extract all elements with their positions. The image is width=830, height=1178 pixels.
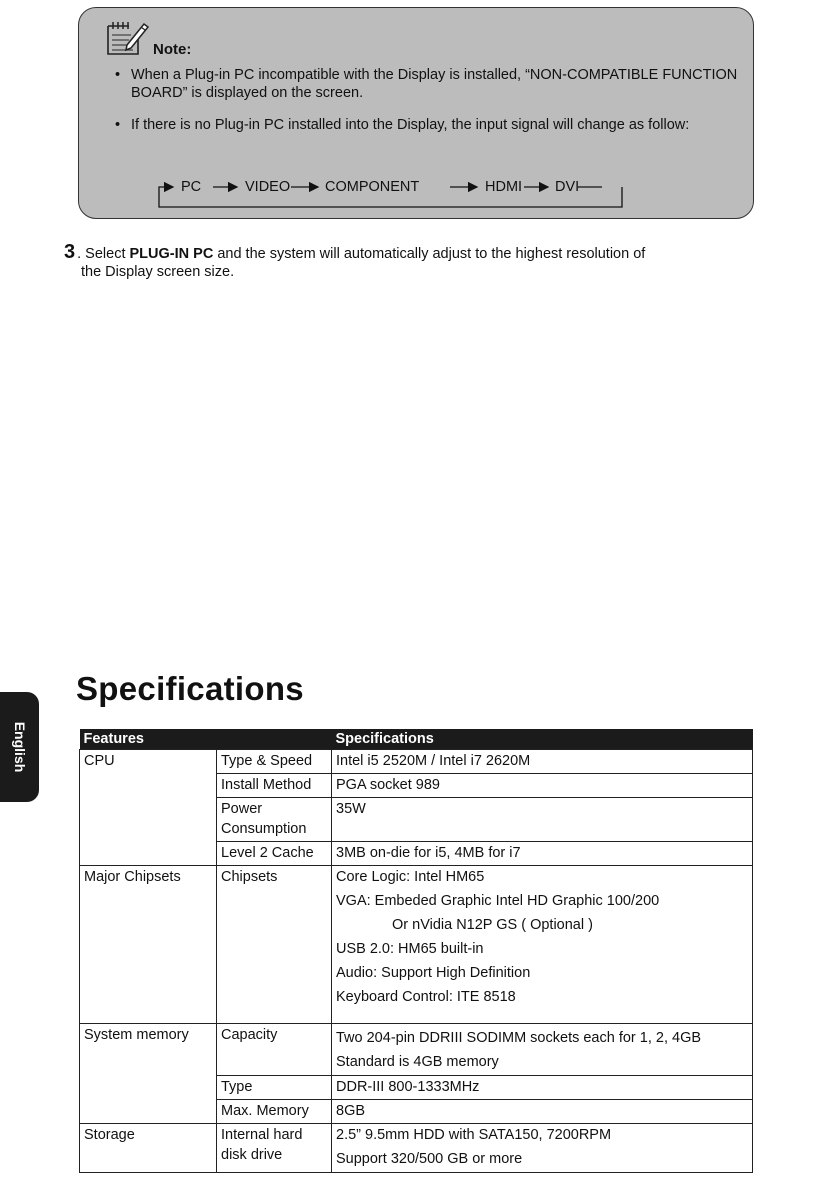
- value-line: Or nVidia N12P GS ( Optional ): [392, 917, 593, 933]
- value-cell: PGA socket 989: [332, 774, 753, 798]
- flow-pc: PC: [181, 179, 202, 195]
- value-line: 2.5” 9.5mm HDD with SATA150, 7200RPM: [336, 1127, 612, 1143]
- sub-cell: Chipsets: [217, 866, 332, 1024]
- value-cell: 35W: [332, 798, 753, 842]
- language-tab-label: English: [11, 721, 28, 773]
- value-cell: Intel i5 2520M / Intel i7 2620M: [332, 750, 753, 774]
- sub-cell: Level 2 Cache: [217, 842, 332, 866]
- step-text-line2: the Display screen size.: [81, 264, 235, 280]
- note-label: Note:: [153, 41, 192, 58]
- value-cell: 3MB on-die for i5, 4MB for i7: [332, 842, 753, 866]
- note-bullet-2: • If there is no Plug-in PC installed into the Display, the input signal will change as follow:: [115, 116, 745, 134]
- step-text-bold: PLUG-IN PC: [129, 246, 214, 262]
- value-line: Audio: Support High Definition: [336, 965, 531, 981]
- table-row: [80, 750, 753, 774]
- step-number: 3: [64, 241, 76, 263]
- table-row: [80, 1024, 753, 1076]
- note-bullets: [115, 66, 745, 134]
- step-text-pre: . Select: [77, 246, 130, 262]
- sub-cell: Capacity: [217, 1024, 332, 1076]
- feature-cpu: CPU: [80, 750, 217, 866]
- value-cell: 8GB: [332, 1100, 753, 1124]
- value-cell: DDR-III 800-1333MHz: [332, 1076, 753, 1100]
- feature-memory: System memory: [80, 1024, 217, 1124]
- language-tab: [0, 692, 39, 802]
- flow-component: COMPONENT: [325, 179, 420, 195]
- value-line: USB 2.0: HM65 built-in: [336, 941, 484, 957]
- value-cell-multi: [332, 1024, 753, 1076]
- sub-cell: Install Method: [217, 774, 332, 798]
- value-line: Core Logic: Intel HM65: [336, 869, 485, 885]
- table-header-row: [80, 729, 753, 750]
- note-bullet-1: • When a Plug-in PC incompatible with the Display is installed, “NON-COMPATIBLE FUNCTION BOARD” is displayed on the screen.: [115, 66, 745, 102]
- specifications-title: Specifications: [76, 670, 304, 707]
- step-text-post: and the system will automatically adjust to the highest resolution of: [213, 246, 646, 262]
- value-line: Keyboard Control: ITE 8518: [336, 989, 516, 1005]
- flow-dvi: DVI: [555, 179, 580, 195]
- header-features: Features: [80, 729, 332, 750]
- flow-video: VIDEO: [245, 179, 291, 195]
- feature-chipsets: Major Chipsets: [80, 866, 217, 1024]
- header-specifications: Specifications: [332, 729, 753, 750]
- step-3: [64, 243, 764, 281]
- value-line: Support 320/500 GB or more: [336, 1151, 523, 1167]
- note-pad-icon: [105, 18, 151, 58]
- specifications-table: [79, 729, 753, 1173]
- note-box: [78, 7, 754, 219]
- value-line: VGA: Embeded Graphic Intel HD Graphic 100/200: [336, 893, 660, 909]
- value-line: Standard is 4GB memory: [336, 1054, 499, 1070]
- sub-cell: Max. Memory: [217, 1100, 332, 1124]
- input-signal-flow: [158, 176, 628, 212]
- sub-cell: Type: [217, 1076, 332, 1100]
- flow-hdmi: HDMI: [485, 179, 523, 195]
- value-line: Two 204-pin DDRIII SODIMM sockets each for 1, 2, 4GB: [336, 1030, 702, 1046]
- table-row: [80, 866, 753, 1024]
- feature-storage: Storage: [80, 1124, 217, 1173]
- value-cell-multi: [332, 1124, 753, 1173]
- sub-cell: Power Consumption: [217, 798, 332, 842]
- value-cell-multi: [332, 866, 753, 1024]
- sub-cell: Type & Speed: [217, 750, 332, 774]
- sub-cell: Internal hard disk drive: [217, 1124, 332, 1173]
- table-row: [80, 1124, 753, 1173]
